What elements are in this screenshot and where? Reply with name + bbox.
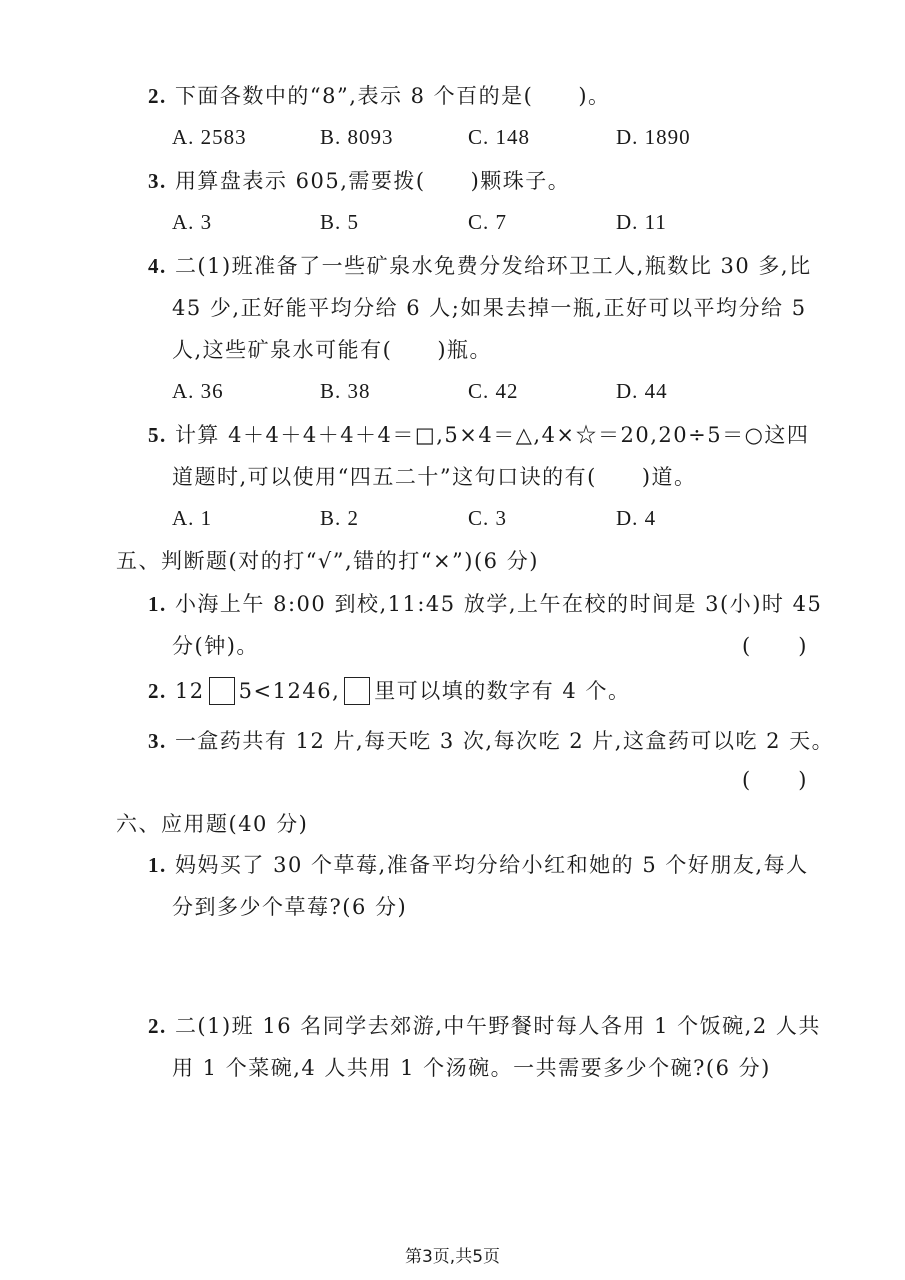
judge-1-line-2: 分(钟)。	[172, 634, 259, 658]
question-text: 二(1)班准备了一些矿泉水免费分发给环卫工人,瓶数比 30 多,比	[174, 254, 812, 278]
option-d: D. 4	[616, 506, 657, 530]
option-c: C. 3	[468, 506, 508, 530]
question-number: 2.	[148, 1014, 167, 1038]
page-number: 第3页,共5页	[404, 1247, 501, 1267]
answer-parentheses[interactable]: ( )	[742, 768, 809, 792]
answer-parentheses[interactable]: ( )	[742, 634, 809, 658]
application-2-line-2: 用 1 个菜碗,4 人共用 1 个汤碗。一共需要多少个碗?(6 分)	[172, 1056, 771, 1080]
question-number: 2.	[148, 679, 167, 703]
option-b: B. 8093	[320, 125, 394, 149]
question-text: 小海上午 8:00 到校,11:45 放学,上午在校的时间是 3(小)时 45	[174, 592, 823, 616]
question-number: 2.	[148, 84, 167, 108]
question-number: 3.	[148, 729, 167, 753]
application-1-line-2: 分到多少个草莓?(6 分)	[172, 895, 408, 919]
question-number: 1.	[148, 853, 167, 877]
option-a: A. 3	[172, 210, 213, 234]
question-number: 3.	[148, 169, 167, 193]
question-4-line-2: 45 少,正好能平均分给 6 人;如果去掉一瓶,正好可以平均分给 5	[172, 296, 807, 320]
section-6-title: 六、应用题(40 分)	[116, 812, 309, 836]
blank-box[interactable]	[344, 677, 370, 705]
option-a: A. 2583	[172, 125, 247, 149]
option-b: B. 5	[320, 210, 360, 234]
option-d: D. 1890	[616, 125, 691, 149]
option-a: A. 1	[172, 506, 213, 530]
question-5-line-2: 道题时,可以使用“四五二十”这句口诀的有( )道。	[172, 465, 697, 489]
question-text-post: 里可以填的数字有 4 个。	[374, 679, 631, 703]
section-5-title: 五、判断题(对的打“√”,错的打“×”)(6 分)	[116, 549, 539, 573]
question-4	[148, 252, 812, 280]
judge-2	[148, 677, 630, 705]
question-text-mid: 5<1246,	[238, 679, 341, 703]
option-d: D. 44	[616, 379, 668, 403]
question-2	[148, 82, 611, 110]
question-number: 5.	[148, 423, 167, 447]
option-b: B. 2	[320, 506, 360, 530]
question-text: 用算盘表示 605,需要拨( )颗珠子。	[174, 169, 571, 193]
option-b: B. 38	[320, 379, 371, 403]
question-4-line-3: 人,这些矿泉水可能有( )瓶。	[172, 338, 493, 362]
question-number: 4.	[148, 254, 167, 278]
option-a: A. 36	[172, 379, 224, 403]
blank-box[interactable]	[209, 677, 235, 705]
question-number: 1.	[148, 592, 167, 616]
question-text-pre: 12	[174, 679, 205, 703]
option-c: C. 42	[468, 379, 519, 403]
question-text: 下面各数中的“8”,表示 8 个百的是( )。	[174, 84, 611, 108]
application-2	[148, 1012, 821, 1040]
question-text: 一盒药共有 12 片,每天吃 3 次,每次吃 2 片,这盒药可以吃 2 天。	[174, 729, 835, 753]
application-1	[148, 851, 809, 879]
judge-1	[148, 590, 822, 618]
question-3	[148, 167, 570, 195]
question-text: 计算 4＋4＋4＋4＋4＝□,5×4＝△,4×☆＝20,20÷5＝○这四	[174, 423, 810, 447]
option-c: C. 148	[468, 125, 531, 149]
option-d: D. 11	[616, 210, 667, 234]
question-5	[148, 421, 809, 449]
judge-3	[148, 727, 834, 755]
option-c: C. 7	[468, 210, 508, 234]
question-text: 二(1)班 16 名同学去郊游,中午野餐时每人各用 1 个饭碗,2 人共	[174, 1014, 821, 1038]
question-text: 妈妈买了 30 个草莓,准备平均分给小红和她的 5 个好朋友,每人	[174, 853, 809, 877]
